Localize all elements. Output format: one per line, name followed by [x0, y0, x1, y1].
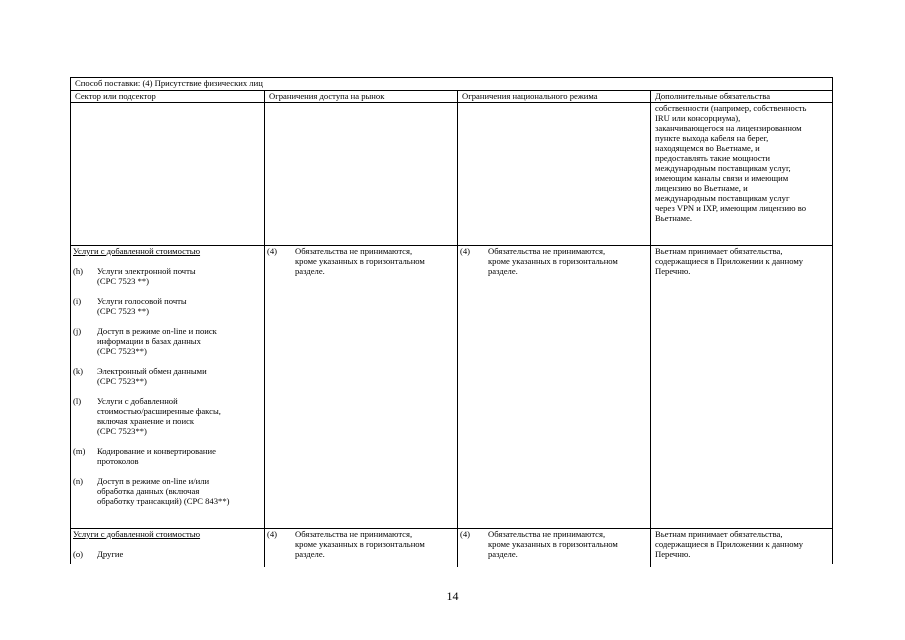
page-number: 14 [446, 589, 459, 603]
text-line: Другие [97, 549, 124, 559]
commitment-entry [265, 246, 457, 276]
text-line: международным поставщикам услуг, [655, 163, 791, 173]
cell-sector [71, 528, 264, 567]
text-line: (CPC 7523 **) [97, 276, 150, 286]
text-line: Доступ в режиме on-line и поиск [97, 326, 217, 336]
sector-item [71, 326, 264, 356]
text-line: заканчивающегося на лицензированном [655, 123, 802, 133]
text-line: пункте выхода кабеля на берег, [655, 133, 769, 143]
cell-additional [650, 245, 832, 528]
cell-national-treatment [457, 528, 650, 567]
text-line: информации в базах данных [97, 336, 201, 346]
text-line: кроме указанных в горизонтальном [488, 539, 618, 549]
text-line: предоставлять такие мощности [655, 153, 771, 163]
item-label: (j) [73, 326, 82, 336]
text-line: через VPN и IXP, имеющим лицензию во [655, 203, 807, 213]
cell-market-access [264, 245, 457, 528]
text-line: собственности (например, собственность [655, 103, 807, 113]
sector-title: Услуги с добавленной стоимостью [73, 246, 201, 256]
continuation-row [71, 103, 832, 245]
header-additional: Дополнительные обязательства [650, 91, 832, 103]
commitment-entry [265, 529, 457, 559]
sector-item [71, 446, 264, 466]
sector-item [71, 366, 264, 386]
header-market-access: Ограничения доступа на рынок [264, 91, 457, 103]
table-row [71, 245, 832, 528]
cell-national-treatment [457, 245, 650, 528]
text-line: обработка данных (включая [97, 486, 200, 496]
item-label: (n) [73, 476, 84, 486]
sector-title: Услуги с добавленной стоимостью [73, 529, 201, 539]
cell-market-access [264, 528, 457, 567]
text-line: Обязательства не принимаются, [295, 246, 413, 256]
text-line: содержащиеся в Приложении к данному [655, 256, 804, 266]
text-line: Вьетнаме. [655, 213, 693, 223]
sector-item [71, 296, 264, 316]
sector-item [71, 396, 264, 436]
text-line: Перечню. [655, 266, 691, 276]
text-line: (CPC 7523**) [97, 426, 147, 436]
text-line: содержащиеся в Приложении к данному [655, 539, 804, 549]
item-label: (m) [73, 446, 86, 456]
sector-item [71, 549, 264, 559]
text-line: Обязательства не принимаются, [295, 529, 413, 539]
text-line: Перечню. [655, 549, 691, 559]
cell-national-treatment [457, 103, 650, 245]
text-line: международным поставщикам услуг [655, 193, 790, 203]
mode-number: (4) [267, 246, 278, 256]
text-line: (CPC 7523**) [97, 376, 147, 386]
text-line: находящемся во Вьетнаме, и [655, 143, 760, 153]
text-line: Доступ в режиме on-line и/или [97, 476, 210, 486]
text-line: стоимостью/расширенные факсы, [97, 406, 221, 416]
item-label: (k) [73, 366, 84, 376]
text-line: Вьетнам принимает обязательства, [655, 529, 783, 539]
text-line: разделе. [295, 266, 325, 276]
header-row [71, 91, 832, 103]
schedule-table [70, 77, 833, 564]
cell-market-access [264, 103, 457, 245]
cell-sector [71, 103, 264, 245]
mode-number: (4) [460, 246, 471, 256]
text-line: кроме указанных в горизонтальном [295, 539, 425, 549]
text-line: Услуги с добавленной [97, 396, 178, 406]
text-line: Услуги голосовой почты [97, 296, 187, 306]
sector-item [71, 476, 264, 506]
text-line: разделе. [488, 266, 518, 276]
cell-sector [71, 245, 264, 528]
text-line: разделе. [488, 549, 518, 559]
text-line: Вьетнам принимает обязательства, [655, 246, 783, 256]
text-line: Кодирование и конвертирование [97, 446, 216, 456]
text-line: Обязательства не принимаются, [488, 246, 606, 256]
sector-item [71, 266, 264, 286]
text-line: кроме указанных в горизонтальном [295, 256, 425, 266]
text-line: кроме указанных в горизонтальном [488, 256, 618, 266]
item-label: (h) [73, 266, 84, 276]
text-line: Обязательства не принимаются, [488, 529, 606, 539]
text-line: разделе. [295, 549, 325, 559]
item-label: (l) [73, 396, 82, 406]
text-line: (CPC 7523 **) [97, 306, 150, 316]
text-line: (CPC 7523**) [97, 346, 147, 356]
text-line: Услуги электронной почты [97, 266, 196, 276]
item-label: (o) [73, 549, 84, 559]
commitment-entry [458, 529, 650, 559]
text-line: IRU или консорциума), [655, 113, 741, 123]
cell-additional [650, 528, 832, 567]
header-national-treatment: Ограничения национального режима [457, 91, 650, 103]
mode-number: (4) [460, 529, 471, 539]
item-label: (i) [73, 296, 82, 306]
mode-number: (4) [267, 529, 278, 539]
text-line: обработку трансакций) (CPC 843**) [97, 496, 230, 506]
cell-additional [650, 103, 832, 245]
text-line: Электронный обмен данными [97, 366, 207, 376]
header-sector: Сектор или подсектор [71, 91, 264, 103]
text-line: протоколов [97, 456, 139, 466]
text-line: включая хранение и поиск [97, 416, 195, 426]
commitment-entry [458, 246, 650, 276]
mode-of-supply: Способ поставки: (4) Присутствие физических лиц [71, 78, 832, 91]
text-line: имеющим каналы связи и имеющим [655, 173, 789, 183]
text-line: лицензию во Вьетнаме, и [655, 183, 748, 193]
table-row [71, 528, 832, 567]
